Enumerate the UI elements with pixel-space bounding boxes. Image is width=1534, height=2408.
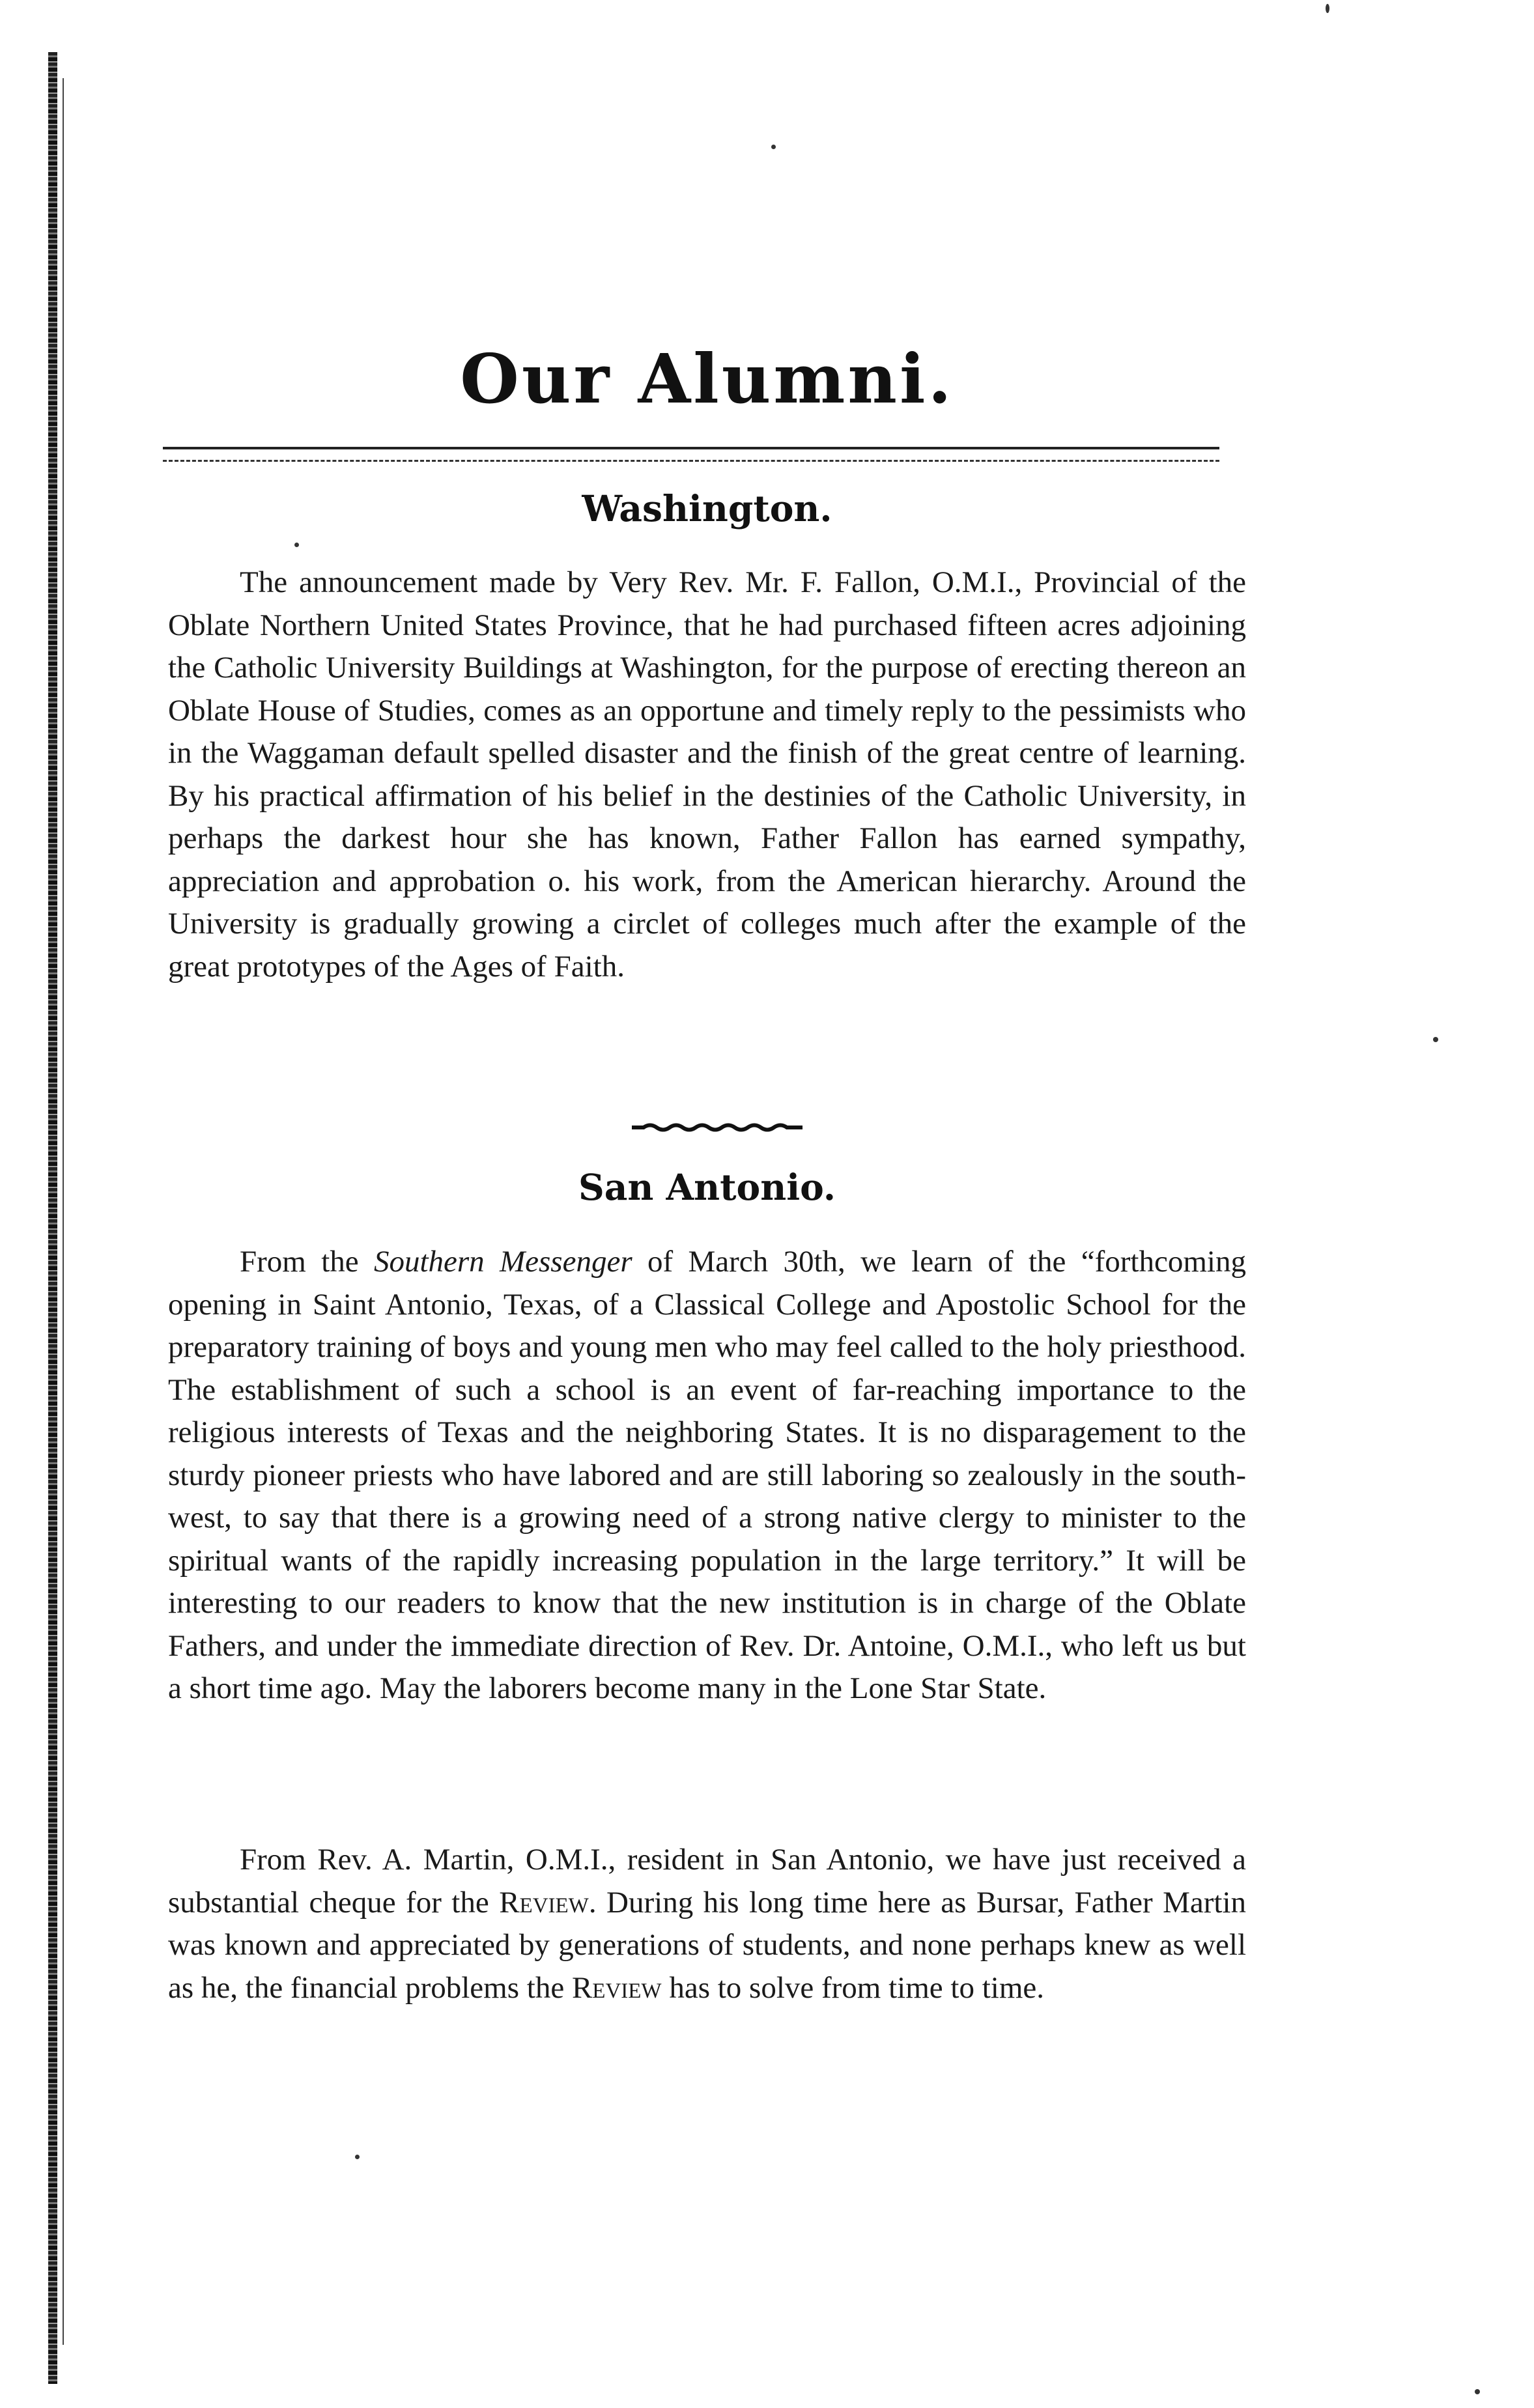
scan-speck bbox=[1475, 2389, 1480, 2394]
paragraph-san-antonio-1 bbox=[168, 1241, 1246, 1710]
divider-flourish bbox=[632, 1126, 803, 1130]
paragraph-text: has to solve from time to time. bbox=[661, 1970, 1044, 2005]
section-heading-san-antonio: San Antonio. bbox=[578, 1166, 836, 1208]
section-heading-washington: Washington. bbox=[582, 487, 832, 530]
page-binding-edge bbox=[48, 52, 57, 2384]
newspaper-title: Southern Messenger bbox=[373, 1245, 632, 1279]
page-content bbox=[168, 0, 1246, 2408]
scan-speck bbox=[1433, 1037, 1438, 1042]
page-title: Our Alumni. bbox=[460, 339, 954, 419]
section-divider-ornament bbox=[631, 1122, 804, 1132]
paragraph-washington: The announcement made by Very Rev. Mr. F. Fallon, O.M.I., Provincial of the Oblate Northern United States Province, that he had purchased fifteen acres adjoining the Catholic University Buildings at Washington, for the purpose of erecting thereon an Oblate House of Studies, comes as an opportune and timely reply to the pessimists who in the Waggaman default spelled disaster and the finish of the great centre of learning. By his practical affirmation of his belief in the destinies of the Catholic University, in perhaps the darkest hour she has known, Father Fallon has earned sympathy, appreciation and approbation o. his work, from the American hierarchy. Around the University is gradually growing a circlet of colleges much after the example of the great prototypes of the Ages of Faith. bbox=[168, 565, 1246, 984]
title-rule bbox=[163, 447, 1219, 462]
paragraph-san-antonio-2 bbox=[168, 1839, 1246, 2009]
paragraph-text: of March 30th, we learn of the “forthcoming opening in Saint Antonio, Texas, of a Classical College and Apostolic School for the preparatory training of boys and young men who may feel called to the holy priesthood. The establishment of such a school is an event of far-reaching importance to the religious interests of Texas and the neighboring States. It is no disparagement to the sturdy pioneer priests who have labored and are still laboring so zealously in the south-west, to say that there is a growing need of a strong native clergy to minister to the spiritual wants of the rapidly increasing population in the large territory.” It will be interesting to our readers to know that the new institution is in charge of the Oblate Fathers, and under the immediate direction of Rev. Dr. Antoine, O.M.I., who left us but a short time ago. May the laborers become many in the Lone Star State. bbox=[168, 1245, 1246, 1705]
paragraph-text: From Rev. A. Martin, O.M.I., resident in San Antonio, we have just received a substantial cheque for the bbox=[168, 1843, 1246, 1919]
paragraph-text: From the bbox=[240, 1245, 374, 1279]
paragraph-text: . During his long time here as Bursar, Father Martin was known and appreciated by generations of students, and none perhaps knew as well as he, the financial problems the bbox=[168, 1885, 1246, 2005]
scan-speck bbox=[1326, 4, 1329, 13]
binding-shadow-line bbox=[63, 78, 64, 2345]
review-name: Review bbox=[571, 1970, 662, 2005]
review-name: Review bbox=[499, 1885, 589, 1919]
